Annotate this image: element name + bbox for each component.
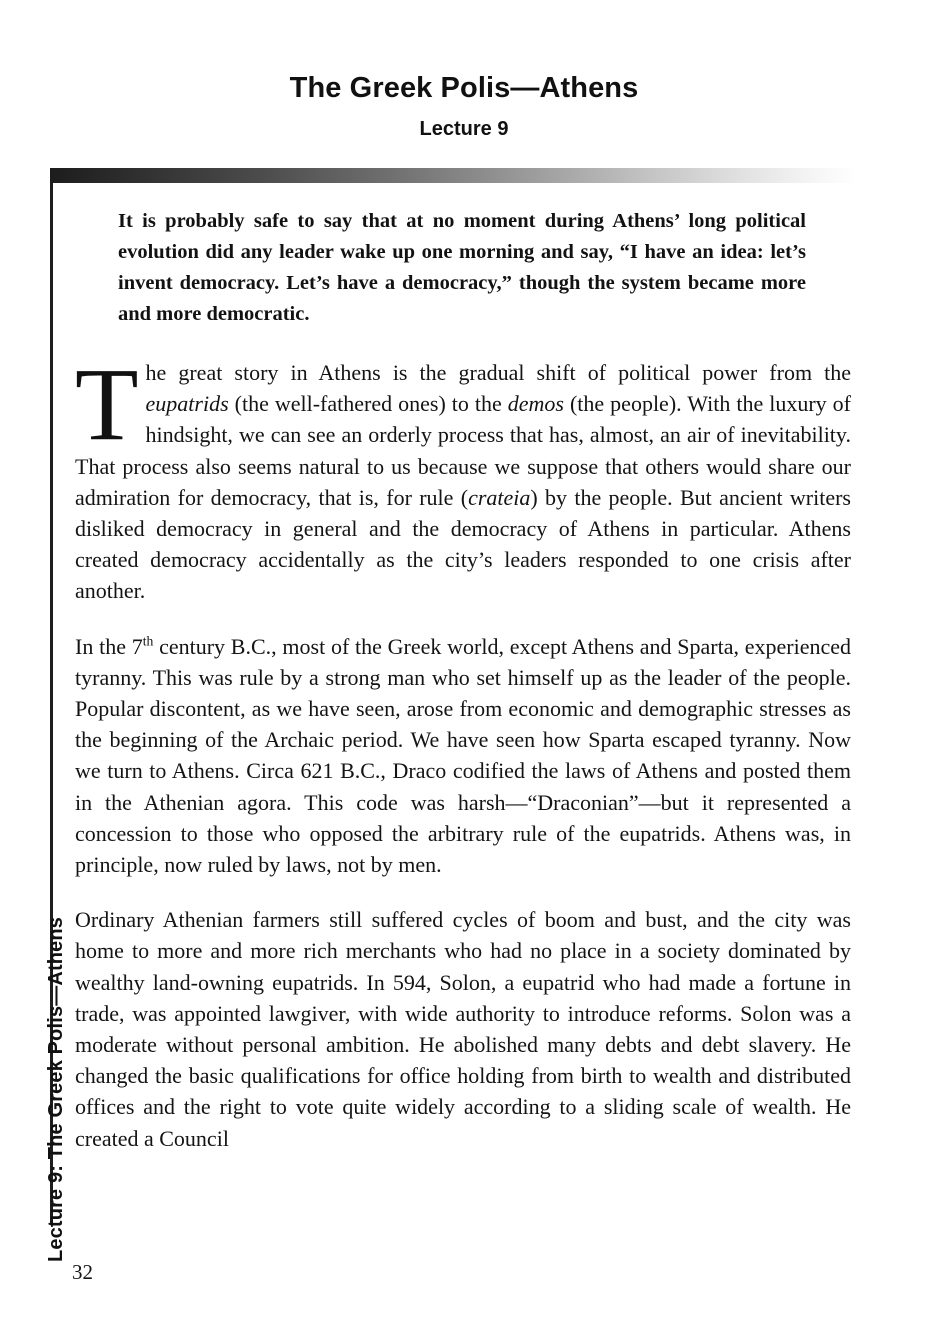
content-column [75,206,851,1154]
term-crateia: crateia [468,484,531,510]
running-head: Lecture 9: The Greek Polis—Athens [45,916,67,1262]
term-eupatrids: eupatrids [145,391,229,417]
ordinal-superscript: th [142,633,154,649]
paragraph-1-segment-1: he great story in Athens is the gradual shift of political power from the [145,360,851,385]
body-paragraph-3: Ordinary Athenian farmers still suffered cycles of boom and bust, and the city was home to more and more rich merchants who had no place in a society dominated by wealthy land-owning eupatrids. In 594, Solon, a eupatrid who had made a fortune in trade, was appointed lawgiver, with wide authority to introduce reforms. Solon was a moderate without personal ambition. He abolished many debts and debt slavery. He changed the basic qualifications for office holding from birth to wealth and distributed offices and the right to vote quite widely according to a sliding scale of wealth. He created a Council [75,907,851,1151]
paragraph-1-segment-2: (the well-fathered ones) to the [228,391,508,417]
paragraph-2-segment-2: century B.C., most of the Greek world, except Athens and Sparta, experienced tyranny. This was rule by a strong man who set himself up as the leader of the people. Popular discontent, as we have seen, arose from economic and demographic stresses as the beginning of the Archaic period. We have seen how Sparta escaped tyranny. Now we turn to Athens. Circa 621 B.C., Draco codified the laws of Athens and posted them in the Athenian agora. This code was harsh—“Draconian”—but it represented a concession to those who opposed the arbitrary rule of the eupatrids. Athens was, in principle, now ruled by laws, not by men. [75,633,852,878]
top-gradient-bar [52,168,857,183]
page-number: 32 [72,1260,93,1284]
body-paragraph-1 [75,347,852,607]
epigraph: It is probably safe to say that at no moment during Athens’ long political evolution did any leader wake up one morning and say, “I have an idea: let’s invent democracy. Let’s have a democracy,” though the system became more and more democratic. [118,210,806,325]
lecture-subtitle: Lecture 9 [419,118,509,141]
page-title: The Greek Polis—Athens [289,72,639,104]
paragraph-1-segment-4: ) by the people. But ancient writers disliked democracy in general and the democracy of Athens in particular. Athens created democracy accidentally as the city’s leaders responded to one crisis after another. [75,484,851,604]
page-header [0,0,928,140]
paragraph-1-segment-3: (the people). With the luxury of hindsight, we can see an orderly process that has, almost, an air of inevitability. That process also seems natural to us because we suppose that others would share our admiration for democracy, that is, for rule ( [75,391,852,510]
body-paragraph-2 [75,631,851,881]
drop-cap-letter: T [75,347,139,462]
term-demos: demos [507,391,564,417]
paragraph-2-segment-1: In the 7 [75,633,143,659]
